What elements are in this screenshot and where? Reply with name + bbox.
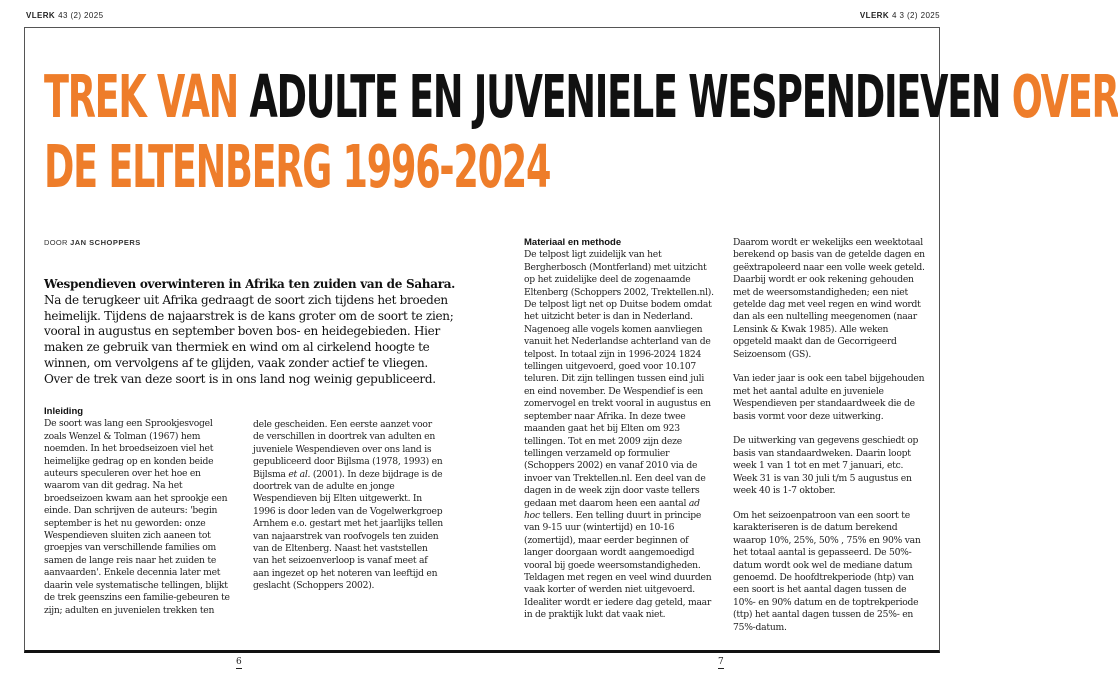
paragraph: Van ieder jaar is ook een tabel bijgehouden met het aantal adulte en juveniele Wespendieven per standaardweek die de basis vormt voor deze uitwerking.: [733, 373, 925, 422]
section-heading-materiaal-en-methode: Materiaal en methode: [524, 237, 622, 248]
paragraph: Om het seizoenpatroon van een soort te karakteriseren is de datum berekend waarop 10%, 25%, 50% , 75% en 90% van het totaal aantal is gepasseerd. De 50%-datum wordt ook wel de mediane datum genoemd. De hoofdtrekperiode (htp) van een soort is het aantal dagen tussen de 10%- en 90% datum en de toptrekperiode (ttp) het aantal dagen tussen de 25%- en 75%-datum.: [733, 509, 921, 633]
article-title: [44, 62, 1118, 202]
paragraph: dele gescheiden. Een eerste aanzet voor de verschillen in doortrek van adulten en juveniele Wespendieven over ons land is gepubliceerd door Bijlsma (1978, 1993) en Bijlsma et al. (2001). In deze bijdrage is de doortrek van de adulte en jonge Wespendieven bij Elten uitgewerkt. In 1996 is door leden van de Vogelwerkgroep Arnhem e.o. gestart met het jaarlijks tellen van najaarstrek van roofvogels ten zuiden van de Eltenberg. Naast het vaststellen van het seizoenverloop is vanaf meet af aan ingezet op het noteren van leeftijd en geslacht (Schoppers 2002).: [253, 419, 443, 592]
section-heading-inleiding: Inleiding: [44, 406, 84, 417]
page-number-left: 6: [236, 657, 242, 667]
title-line-2: DE ELTENBERG 1996-2024: [44, 132, 551, 201]
running-head-right: [860, 11, 940, 20]
issue-info: 43 (2) 2025: [58, 11, 104, 20]
column-3: [524, 237, 716, 634]
title-line-1: TREK VAN ADULTE EN JUVENIELE WESPENDIEVEN OVER: [44, 62, 1118, 131]
column-2: [253, 419, 443, 605]
column-4: [733, 237, 925, 646]
lead-sentence-1: Wespendieven overwinteren in Afrika ten zuiden van de Sahara.: [44, 277, 456, 291]
paragraph: De uitwerking van gegevens geschiedt op basis van standaardweken. Daarin loopt week 1 van 1 tot en met 7 januari, etc. Week 31 is van 30 juli t/m 5 augustus en week 40 is 1-7 oktober.: [733, 435, 919, 497]
paragraph: De soort was lang een Sprookjesvogel zoals Wenzel & Tolman (1967) hem noemden. In het broedseizoen viel het heimelijke gedrag op en konden beide auteurs speculeren over het hoe en waarom van dit gedrag. Na het broedseizoen kwam aan het sprookje een einde. Dan schrijven de auteurs: 'begin september is het nu geworden: onze Wespendieven sluiten zich aaneen tot groepjes van verschillende families om samen de lange reis naar het zuiden te aanvaarden'. Enkele decennia later met daarin vele systematische tellingen, blijkt de trek geenszins een familie-gebeuren te zijn; adulten en juvenielen trekken ten: [44, 418, 230, 616]
page-number-right: 7: [718, 657, 724, 667]
author-name: JAN SCHOPPERS: [70, 238, 141, 247]
column-1: [44, 406, 236, 629]
lead-sentence-2: Na de terugkeer uit Afrika gedraagt de soort zich tijdens het broeden heimelijk. Tijdens de najaarstrek is de kans groter om de soort te zien; vooral in augustus en september boven bos- en heidegebieden. Hier maken ze gebruik van thermiek en wind om al cirkelend hoogte te winnen, om vervolgens af te glijden, vaak zonder actief te vliegen.: [44, 292, 454, 370]
paragraph: Daarom wordt er wekelijks een weektotaal berekend op basis van de getelde dagen en geëxtrapoleerd naar een volle week geteld. Daarbij wordt er ook rekening gehouden met de weersomstandigheden; een niet getelde dag met veel regen en wind wordt dan als een nultelling meegenomen (naar Lensink & Kwak 1985). Alle weken opgeteld maakt dan de Gecorrigeerd Seizoensom (GS).: [733, 237, 925, 360]
byline: DOOR JAN SCHOPPERS: [44, 238, 141, 247]
magazine-name: VLERK: [859, 11, 890, 20]
running-head-left: [26, 11, 103, 20]
lead-paragraph: [44, 277, 462, 388]
lead-sentence-3: Over de trek van deze soort is in ons land nog weinig gepubliceerd.: [44, 371, 436, 386]
paragraph: De telpost ligt zuidelijk van het Bergherbosch (Montferland) met uitzicht op het zuidelijke deel de zogenaamde Eltenberg (Schoppers 2002, Trektellen.nl). De telpost ligt net op Duitse bodem omdat het uitzicht beter is dan in Nederland. Nagenoeg alle vogels komen aanvliegen vanuit het Nederlandse achterland van de telpost. In totaal zijn in 1996-2024 1824 tellingen uitgevoerd, goed voor 10.107 teluren. Dit zijn tellingen tussen eind juli en eind november. De Wespendief is een zomervogel en trekt vooral in augustus en september naar Afrika. In deze twee maanden gaat het bij Elten om 923 tellingen. Tot en met 2009 zijn deze tellingen verzameld op formulier (Schoppers 2002) en vanaf 2010 via de invoer van Trektellen.nl. Een deel van de dagen in de week zijn door vaste tellers gedaan met daarom heen een aantal ad hoc tellers. Een telling duurt in principe van 9-15 uur (wintertijd) en 10-16 (zomertijd), maar eerder beginnen of langer doorgaan wordt aangemoedigd vooral bij goede weersomstandigheden. Teldagen met regen en veel wind duurden vaak korter of werden niet uitgevoerd. Idealiter wordt er iedere dag geteld, maar in de praktijk lukt dat vaak niet.: [524, 249, 714, 621]
issue-info: 4 3 (2) 2025: [892, 11, 940, 20]
magazine-name: VLERK: [26, 11, 56, 20]
